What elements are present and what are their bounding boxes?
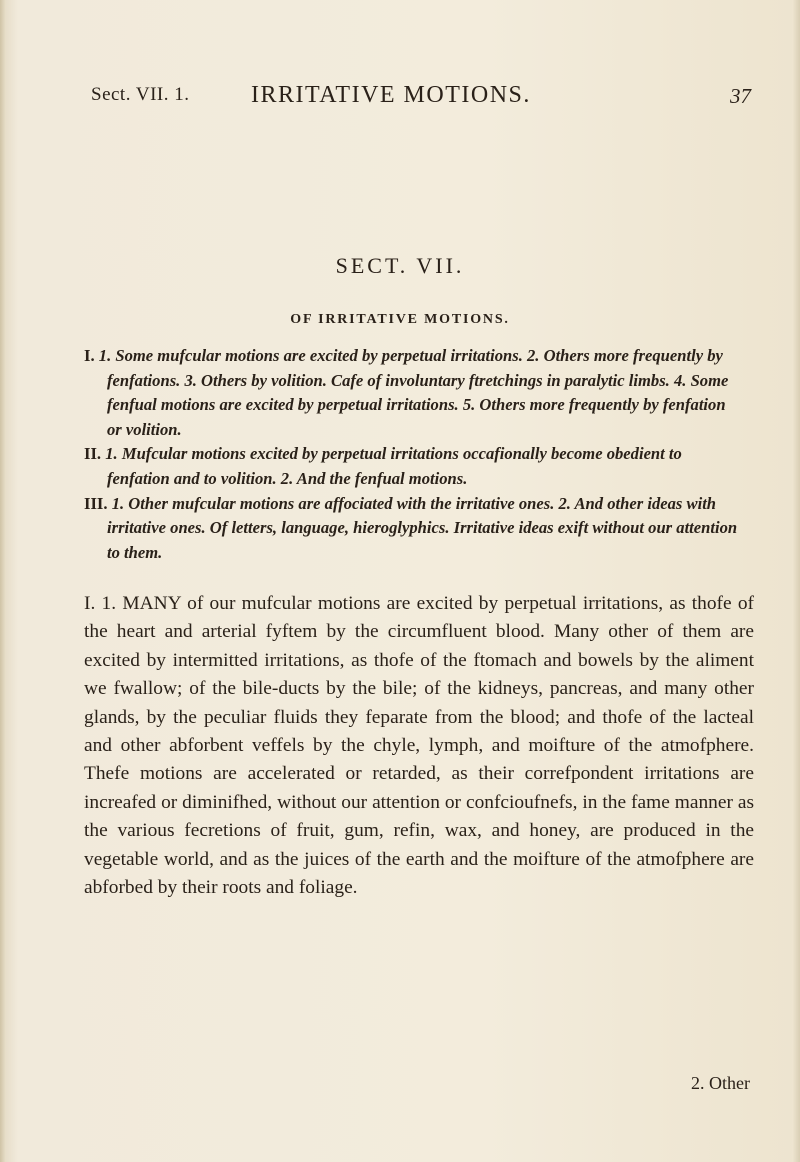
running-head-title: IRRITATIVE MOTIONS. <box>251 82 531 108</box>
contents-item <box>84 344 744 442</box>
contents-numeral: III. <box>84 493 108 513</box>
body-text <box>84 590 754 902</box>
page-edge-right <box>792 0 800 1162</box>
catchword: 2. Other <box>691 1073 750 1093</box>
contents-text: 1. Other mufcular motions are affociated with the irritative ones. 2. And other ideas with irritative ones. Of letters, language, hieroglyphics. Irritative ideas exift without our attention to them. <box>107 493 738 562</box>
section-subtitle: OF IRRITATIVE MOTIONS. <box>290 312 510 327</box>
contents-numeral: I. <box>84 346 95 365</box>
running-head-section: Sect. VII. 1. <box>91 84 190 105</box>
body-paragraph: I. 1. MANY of our mufcular motions are excited by perpetual irritations, as thofe of the heart and arterial fyftem by the circumfluent blood. Many other of them are excited by intermitted irritations, as thofe of the ftomach and bowels by the aliment we fwallow; of the bile-ducts by the bile; of the kidneys, pancreas, and many other glands, by the peculiar fluids they feparate from the blood; and thofe of the lacteal and other abforbent veffels by the chyle, lymph, and moifture of the atmofphere. Thefe motions are accelerated or retarded, as their correfpondent irritations are increafed or diminifhed, without our attention or confcioufnefs, in the fame manner as the various fecretions of fruit, gum, refin, wax, and honey, are produced in the vegetable world, and as the juices of the earth and the moifture of the atmofphere are abforbed by their roots and foliage. <box>84 593 754 899</box>
page-edge-left <box>0 0 6 1162</box>
section-contents-summary <box>84 344 744 565</box>
contents-item <box>84 492 744 566</box>
section-title: SECT. VII. <box>335 253 465 278</box>
contents-numeral: II. <box>84 444 102 464</box>
page-number: 37 <box>730 84 751 108</box>
running-head <box>91 82 751 114</box>
contents-item <box>84 442 744 491</box>
contents-text: 1. Mufcular motions excited by perpetual irritations occafionally become obedient to fenfation and to volition. 2. And the fenfual motions. <box>105 444 682 488</box>
contents-text: 1. Some mufcular motions are excited by perpetual irritations. 2. Others more frequently by fenfations. 3. Others by volition. Cafe of involuntary ftretchings in paralytic limbs. 4. Some fenfual motions are excited by perpetual irritations. 5. Others more frequently by fenfation or volition. <box>98 346 729 439</box>
